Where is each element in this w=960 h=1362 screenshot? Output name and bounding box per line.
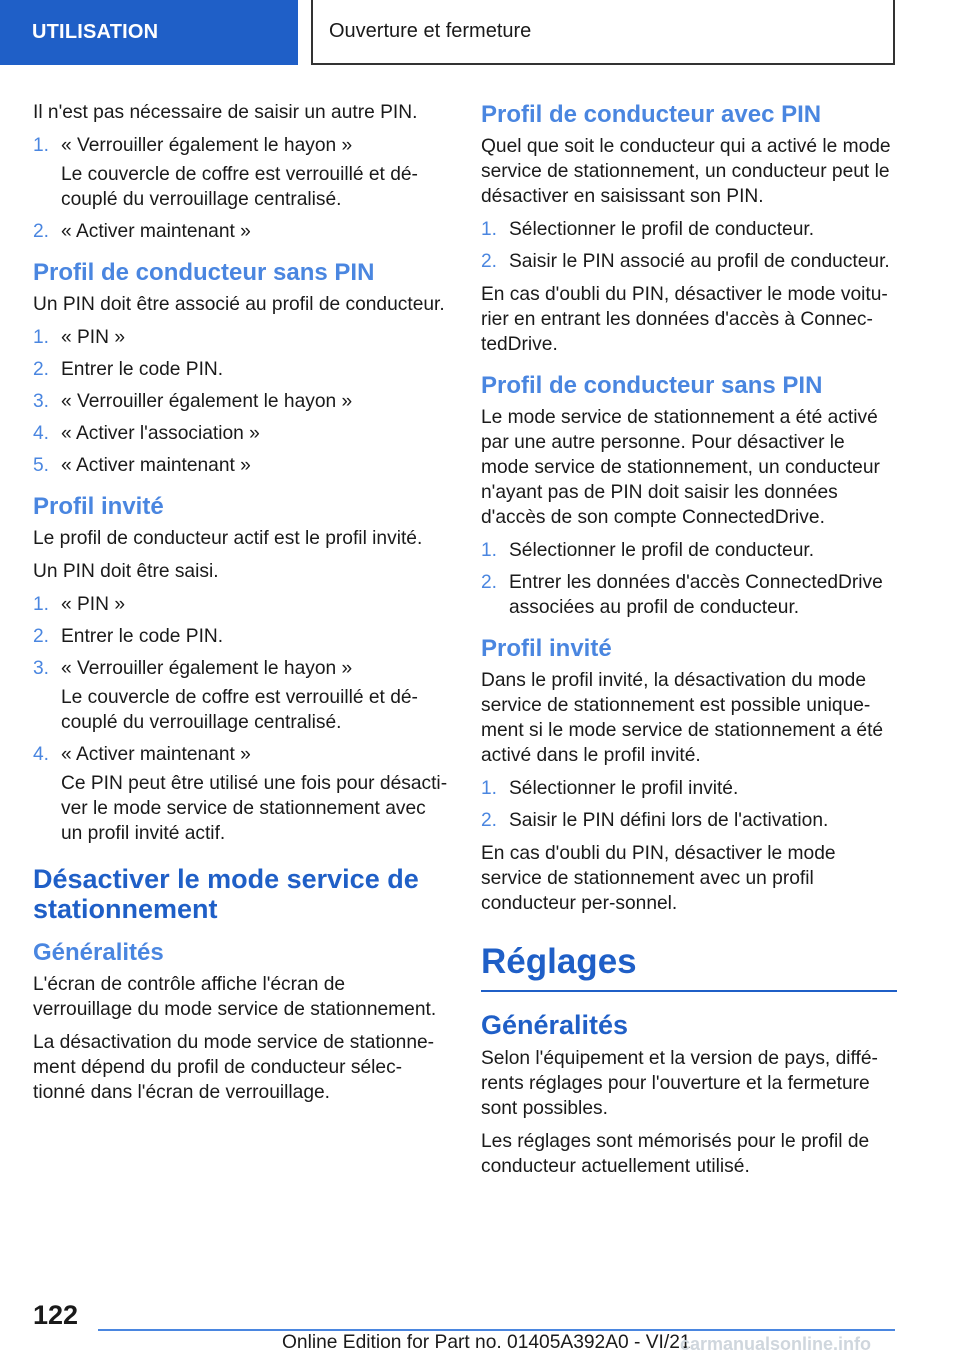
list-number: 5. [33, 455, 50, 476]
list-number: 1. [33, 135, 50, 156]
list-item [33, 592, 449, 617]
list-subtext: Le couvercle de coffre est verrouillé et dé-couplé du verrouillage centralisé. [61, 164, 418, 210]
list-item [481, 217, 897, 242]
sans-pin-text-right: Le mode service de stationnement a été activé par une autre personne. Pour désactiver le mode service de stationnement, un conducteur n'ayant pas de PIN doit saisir les données d'accès de son compte ConnectedDrive. [481, 407, 880, 528]
list-number: 2. [481, 251, 498, 272]
list-text: Sélectionner le profil de conducteur. [509, 540, 815, 561]
list-lock-tailgate [33, 133, 449, 244]
generalites-text-2: La désactivation du mode service de stationne-ment dépend du profil de conducteur sélec-tionné dans l'écran de verrouillage. [33, 1032, 435, 1103]
heading-desactiver: Désactiver le mode service de stationnement [33, 864, 419, 924]
footer-divider [98, 1329, 895, 1331]
heading-profil-sans-pin: Profil de conducteur sans PIN [33, 259, 375, 286]
list-number: 1. [33, 594, 50, 615]
list-item [33, 357, 449, 382]
list-item [33, 219, 449, 244]
right-column [481, 100, 897, 1187]
list-item [33, 453, 449, 478]
list-number: 1. [481, 219, 498, 240]
list-number: 2. [33, 221, 50, 242]
reglages-text-2: Les réglages sont mémorisés pour le profil de conducteur actuellement utilisé. [481, 1131, 870, 1177]
list-text: « PIN » [61, 327, 125, 348]
list-text: Entrer le code PIN. [61, 359, 224, 380]
watermark-text: carmanualsonline.info [680, 1334, 872, 1354]
list-invite [33, 592, 449, 846]
left-column [33, 100, 449, 1113]
list-text: Saisir le PIN défini lors de l'activation. [509, 810, 829, 831]
list-item [33, 656, 449, 735]
chapter-title: Ouverture et fermeture [311, 0, 895, 65]
generalites-text-1: L'écran de contrôle affiche l'écran de verrouillage du mode service de stationnement. [33, 974, 437, 1020]
list-item [481, 538, 897, 563]
sans-pin-text: Un PIN doit être associé au profil de conducteur. [33, 294, 445, 315]
invite-text-right-2: En cas d'oubli du PIN, désactiver le mode service de stationnement avec un profil conducteur per-sonnel. [481, 843, 836, 914]
heading-profil-sans-pin-right: Profil de conducteur sans PIN [481, 372, 823, 399]
list-item [33, 133, 449, 212]
list-number: 2. [481, 572, 498, 593]
list-number: 2. [481, 810, 498, 831]
list-number: 1. [481, 778, 498, 799]
list-invite-right [481, 776, 897, 833]
list-sans-pin-right [481, 538, 897, 620]
list-number: 2. [33, 359, 50, 380]
list-text: « Verrouiller également le hayon » [61, 391, 353, 412]
list-sans-pin [33, 325, 449, 478]
footer-edition: Online Edition for Part no. 01405A392A0 - VI/21 [282, 1332, 691, 1353]
invite-text-1: Le profil de conducteur actif est le profil invité. [33, 528, 423, 549]
list-text: « Activer maintenant » [61, 221, 251, 242]
list-text: « Activer maintenant » [61, 744, 251, 765]
list-subtext: Ce PIN peut être utilisé une fois pour désacti-ver le mode service de stationnement avec un profil invité actif. [61, 773, 448, 844]
list-item [481, 570, 897, 620]
list-item [481, 776, 897, 801]
invite-text-right: Dans le profil invité, la désactivation du mode service de stationnement est possible unique-ment si le mode service de stationnement a été activé dans le profil invité. [481, 670, 884, 766]
list-number: 4. [33, 744, 50, 765]
list-text: Entrer les données d'accès ConnectedDrive associées au profil de conducteur. [509, 572, 883, 618]
list-item [33, 421, 449, 446]
list-number: 4. [33, 423, 50, 444]
list-text: « Verrouiller également le hayon » [61, 658, 353, 679]
list-number: 1. [481, 540, 498, 561]
list-number: 1. [33, 327, 50, 348]
list-item [33, 325, 449, 350]
list-text: « Activer l'association » [61, 423, 260, 444]
list-subtext: Le couvercle de coffre est verrouillé et dé-couplé du verrouillage centralisé. [61, 687, 418, 733]
list-avec-pin [481, 217, 897, 274]
list-number: 2. [33, 626, 50, 647]
avec-pin-text: Quel que soit le conducteur qui a activé le mode service de stationnement, un conducteur peut le désactiver en saisissant son PIN. [481, 136, 891, 207]
heading-generalites: Généralités [33, 939, 164, 966]
avec-pin-text-2: En cas d'oubli du PIN, désactiver le mode voitu-rier en entrant les données d'accès à Connec-tedDrive. [481, 284, 888, 355]
list-text: Sélectionner le profil de conducteur. [509, 219, 815, 240]
list-text: Saisir le PIN associé au profil de conducteur. [509, 251, 890, 272]
list-text: « PIN » [61, 594, 125, 615]
intro-text: Il n'est pas nécessaire de saisir un autre PIN. [33, 102, 418, 123]
heading-generalites-right: Généralités [481, 1010, 629, 1040]
list-item [33, 742, 449, 846]
heading-profil-avec-pin: Profil de conducteur avec PIN [481, 101, 822, 128]
list-text: « Activer maintenant » [61, 455, 251, 476]
list-number: 3. [33, 391, 50, 412]
list-text: Entrer le code PIN. [61, 626, 224, 647]
reglages-text-1: Selon l'équipement et la version de pays, diffé-rents réglages pour l'ouverture et la fermeture sont possibles. [481, 1048, 878, 1119]
list-text: « Verrouiller également le hayon » [61, 135, 353, 156]
page-number: 122 [33, 1300, 79, 1330]
heading-reglages: Réglages [481, 942, 897, 992]
invite-text-2: Un PIN doit être saisi. [33, 561, 219, 582]
heading-profil-invite-right: Profil invité [481, 635, 612, 662]
list-text: Sélectionner le profil invité. [509, 778, 739, 799]
list-item [33, 389, 449, 414]
section-tab: UTILISATION [0, 0, 298, 65]
list-number: 3. [33, 658, 50, 679]
list-item [33, 624, 449, 649]
list-item [481, 249, 897, 274]
heading-profil-invite: Profil invité [33, 493, 164, 520]
list-item [481, 808, 897, 833]
